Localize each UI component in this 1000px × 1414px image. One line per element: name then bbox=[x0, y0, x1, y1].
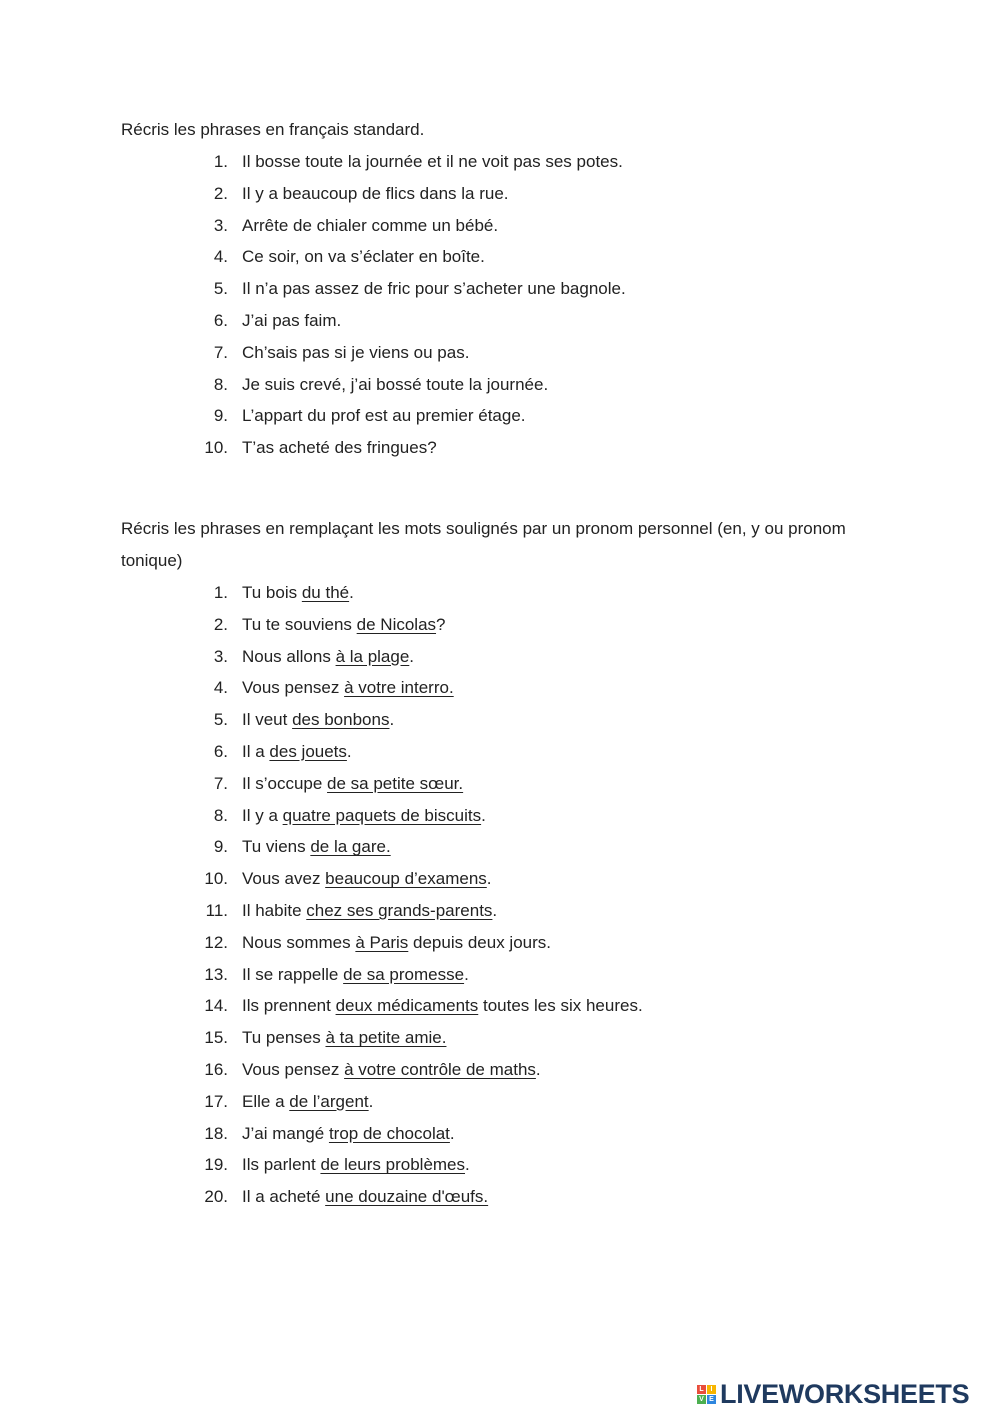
sentence-segment: . bbox=[465, 1155, 470, 1175]
sentence-text bbox=[242, 146, 623, 178]
sentence-segment: . bbox=[409, 646, 415, 666]
sentence-text bbox=[242, 1054, 541, 1086]
item-number: 1. bbox=[213, 583, 228, 602]
item-number: 8. bbox=[213, 805, 228, 825]
sentence-segment: Tu viens bbox=[242, 837, 311, 857]
item-number: 10. bbox=[204, 869, 228, 889]
sentence-segment: depuis deux jours. bbox=[408, 932, 551, 952]
item-number: 17. bbox=[204, 1091, 228, 1111]
underlined-words: à la plage bbox=[335, 646, 410, 666]
sentence-segment: Il habite bbox=[242, 900, 307, 920]
sentence-segment: . bbox=[449, 1123, 455, 1143]
sentence-segment: J’ai mangé bbox=[242, 1123, 329, 1143]
item-number: 5. bbox=[213, 279, 228, 299]
logo-icon-cell: I bbox=[707, 1385, 716, 1394]
underlined-words: à votre contrôle de maths bbox=[344, 1059, 536, 1079]
instruction-standard-french: Récris les phrases en français standard. bbox=[121, 120, 425, 139]
underlined-words: de la gare. bbox=[310, 837, 391, 857]
item-number: 9. bbox=[213, 837, 228, 857]
sentence-text bbox=[242, 178, 509, 210]
sentence-text bbox=[242, 863, 492, 895]
item-number: 9. bbox=[213, 406, 228, 426]
sentence-segment: Vous pensez bbox=[242, 678, 345, 698]
sentence-segment: . bbox=[486, 869, 492, 889]
sentence-segment: Vous pensez bbox=[242, 1059, 345, 1079]
underlined-words: de sa promesse bbox=[343, 964, 465, 984]
sentence-text bbox=[242, 768, 463, 800]
sentence-segment: Ch’sais pas si je viens ou pas. bbox=[242, 342, 470, 362]
sentence-text bbox=[242, 241, 485, 273]
item-number: 8. bbox=[213, 374, 228, 394]
sentence-segment: Il se rappelle bbox=[242, 964, 344, 984]
item-number: 3. bbox=[213, 215, 228, 235]
sentence-text bbox=[242, 672, 454, 704]
sentence-text bbox=[242, 337, 469, 369]
sentence-text bbox=[242, 1022, 446, 1054]
item-number: 3. bbox=[213, 646, 228, 666]
underlined-words: de sa petite sœur. bbox=[327, 773, 464, 793]
sentence-segment: Ils parlent bbox=[242, 1155, 321, 1175]
underlined-words: quatre paquets de biscuits bbox=[282, 805, 482, 825]
item-number: 13. bbox=[204, 964, 228, 984]
underlined-words: une douzaine d'œufs. bbox=[325, 1187, 489, 1207]
sentence-segment: Il s’occupe bbox=[242, 773, 328, 793]
sentence-text bbox=[242, 1086, 373, 1118]
sentence-segment: T’as acheté des fringues? bbox=[242, 438, 437, 458]
underlined-words: à ta petite amie. bbox=[325, 1028, 447, 1048]
sentence-text bbox=[242, 305, 341, 337]
sentence-text bbox=[242, 210, 498, 242]
underlined-words: de leurs problèmes bbox=[320, 1155, 466, 1175]
sentence-segment: Nous allons bbox=[242, 646, 336, 666]
sentence-segment: . bbox=[368, 1091, 374, 1111]
sentence-segment: J’ai pas faim. bbox=[242, 310, 342, 330]
logo-icon-cell: E bbox=[707, 1395, 716, 1404]
sentence-segment: toutes les six heures. bbox=[478, 996, 643, 1016]
sentence-segment: Tu te souviens bbox=[242, 614, 357, 634]
sentence-text bbox=[242, 959, 469, 991]
underlined-words: chez ses grands-parents bbox=[306, 900, 493, 920]
sentence-text bbox=[242, 577, 354, 609]
sentence-segment: Vous avez bbox=[242, 869, 326, 889]
underlined-words: à Paris bbox=[355, 932, 409, 952]
sentence-segment: Il n’a pas assez de fric pour s’acheter une bagnole. bbox=[242, 279, 626, 299]
item-number: 4. bbox=[213, 247, 228, 267]
liveworksheets-logo bbox=[697, 1378, 969, 1410]
item-number: 6. bbox=[213, 741, 228, 761]
liveworksheets-logo-text: LIVEWORKSHEETS bbox=[720, 1378, 970, 1409]
underlined-words: trop de chocolat bbox=[328, 1123, 450, 1143]
sentence-segment: Tu bois bbox=[242, 583, 302, 602]
sentence-segment: Il y a bbox=[242, 805, 283, 825]
item-number: 10. bbox=[204, 438, 228, 458]
sentence-text bbox=[242, 927, 551, 959]
sentence-segment: Ils prennent bbox=[242, 996, 336, 1016]
sentence-segment: Elle a bbox=[242, 1091, 290, 1111]
item-number: 6. bbox=[213, 310, 228, 330]
sentence-segment: . bbox=[389, 710, 395, 730]
item-number: 16. bbox=[204, 1059, 228, 1079]
underlined-words: du thé bbox=[301, 583, 350, 602]
sentence-text bbox=[242, 1181, 488, 1213]
sentence-segment: ? bbox=[436, 614, 446, 634]
sentence-segment: L’appart du prof est au premier étage. bbox=[242, 406, 526, 426]
logo-icon-cell: V bbox=[697, 1395, 706, 1404]
underlined-words: à votre interro. bbox=[344, 678, 454, 698]
item-number: 15. bbox=[204, 1028, 228, 1048]
item-number: 1. bbox=[213, 152, 228, 171]
instruction-pronouns: Récris les phrases en remplaçant les mots soulignés par un pronom personnel (en, y ou pronom tonique) bbox=[121, 519, 846, 570]
underlined-words: des jouets bbox=[269, 741, 347, 761]
item-number: 2. bbox=[213, 183, 228, 203]
item-number: 20. bbox=[204, 1187, 228, 1207]
item-number: 2. bbox=[213, 614, 228, 634]
sentence-segment: Il a bbox=[242, 741, 270, 761]
sentence-segment: Il a acheté bbox=[242, 1187, 326, 1207]
sentence-text bbox=[242, 895, 497, 927]
underlined-words: beaucoup d’examens bbox=[325, 869, 487, 889]
sentence-text bbox=[242, 1118, 455, 1150]
item-number: 5. bbox=[213, 710, 228, 730]
sentence-text bbox=[242, 990, 643, 1022]
sentence-segment: Tu penses bbox=[242, 1028, 326, 1048]
item-number: 12. bbox=[204, 932, 228, 952]
item-number: 4. bbox=[213, 678, 228, 698]
underlined-words: des bonbons bbox=[292, 710, 390, 730]
item-number: 14. bbox=[204, 996, 228, 1016]
sentence-segment: Je suis crevé, j’ai bossé toute la journée. bbox=[242, 374, 549, 394]
sentence-text bbox=[242, 1149, 470, 1181]
logo-icon-cell: L bbox=[697, 1385, 706, 1394]
sentence-segment: . bbox=[492, 900, 498, 920]
item-number: 7. bbox=[213, 342, 228, 362]
sentence-segment: Il y a beaucoup de flics dans la rue. bbox=[242, 183, 509, 203]
sentence-text bbox=[242, 736, 352, 768]
sentence-text bbox=[242, 273, 626, 305]
sentence-text bbox=[242, 641, 414, 673]
sentence-segment: Arrête de chialer comme un bébé. bbox=[242, 215, 499, 235]
sentence-segment: . bbox=[481, 805, 486, 825]
underlined-words: deux médicaments bbox=[335, 996, 479, 1016]
sentence-segment: . bbox=[346, 741, 352, 761]
sentence-segment: Ce soir, on va s’éclater en boîte. bbox=[242, 247, 485, 267]
sentence-segment: . bbox=[349, 583, 354, 602]
sentence-text bbox=[242, 609, 446, 641]
sentence-text bbox=[242, 800, 486, 832]
sentence-text bbox=[242, 831, 391, 863]
sentence-segment: . bbox=[464, 964, 469, 984]
sentence-text bbox=[242, 400, 526, 432]
item-number: 11. bbox=[205, 900, 228, 920]
sentence-segment: Nous sommes bbox=[242, 932, 356, 952]
sentence-text bbox=[242, 369, 548, 401]
item-number: 7. bbox=[213, 773, 228, 793]
sentence-text bbox=[242, 704, 394, 736]
item-number: 19. bbox=[204, 1155, 228, 1175]
underlined-words: de l’argent bbox=[289, 1091, 369, 1111]
sentence-segment: Il veut bbox=[242, 710, 293, 730]
liveworksheets-logo-icon bbox=[697, 1385, 716, 1404]
sentence-segment: . bbox=[535, 1059, 541, 1079]
underlined-words: de Nicolas bbox=[356, 614, 437, 634]
item-number: 18. bbox=[204, 1123, 228, 1143]
sentence-text bbox=[242, 432, 437, 464]
sentence-segment: Il bosse toute la journée et il ne voit pas ses potes. bbox=[242, 152, 623, 171]
